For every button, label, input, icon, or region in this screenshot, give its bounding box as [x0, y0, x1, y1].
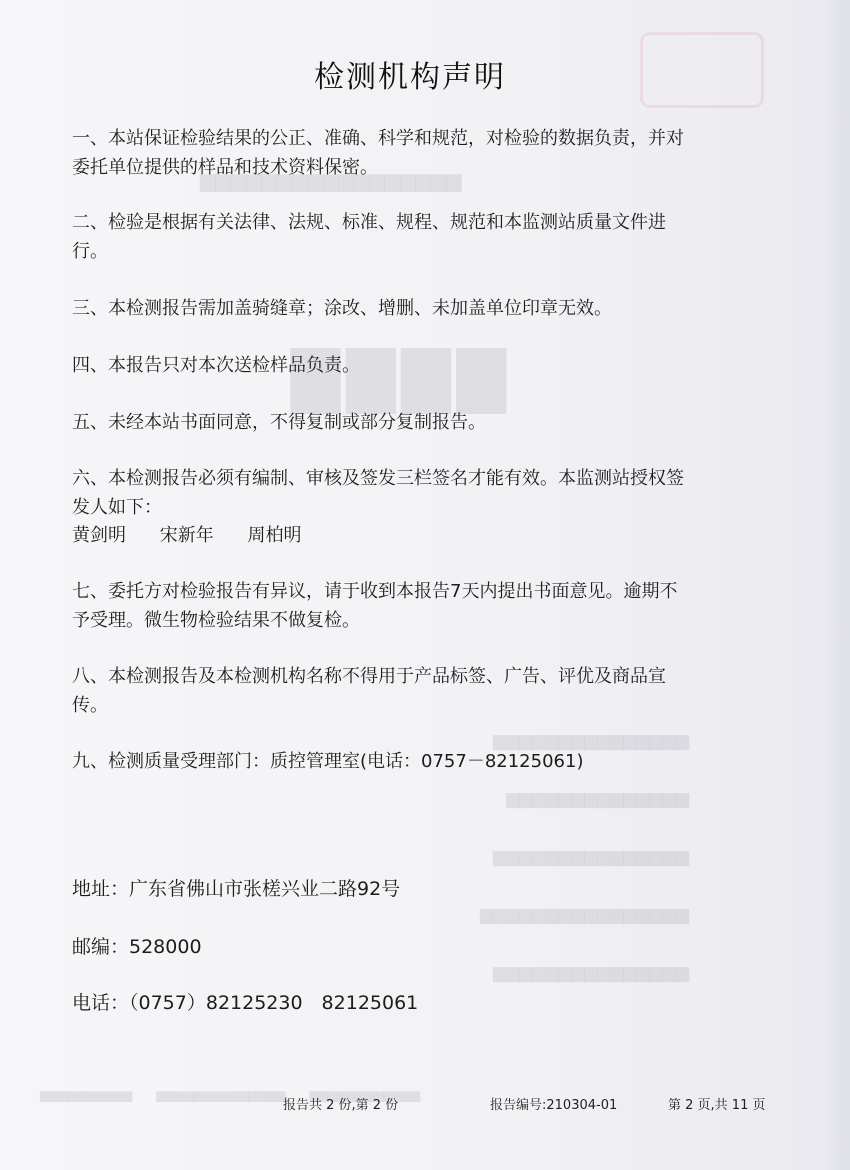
footer-page-number: 第 2 页,共 11 页: [668, 1098, 766, 1113]
bleed-through-mark: ▇▇▇▇: [285, 340, 506, 414]
signatory-name: 黄剑明: [72, 525, 126, 546]
clause-9: 九、检测质量受理部门：质控管理室(电话：0757－82125061): [72, 751, 584, 772]
signatory-name: 宋新年: [159, 525, 214, 546]
footer-report-number: 报告编号:210304-01: [490, 1098, 618, 1113]
signatory-name: 周柏明: [247, 525, 302, 546]
scan-edge-shadow: [822, 0, 850, 1170]
signatory-list: [72, 521, 329, 550]
phone-line: 电话：（0757）82125230 82125061: [72, 992, 419, 1014]
clause-2: 二、检验是根据有关法律、法规、标准、规程、规范和本监测站质量文件进行。: [72, 212, 666, 262]
clause-1: 一、本站保证检验结果的公正、准确、科学和规范，对检验的数据负责，并对委托单位提供的样品和技术资料保密。: [72, 128, 684, 178]
clause-5: 五、未经本站书面同意，不得复制或部分复制报告。: [72, 412, 486, 433]
clause-7: 七、委托方对检验报告有异议，请于收到本报告7天内提出书面意见。逾期不予受理。微生物检验结果不做复检。: [72, 581, 678, 631]
address-line: 地址：广东省佛山市张槎兴业二路92号: [72, 878, 401, 900]
postcode-line: 邮编：528000: [72, 936, 202, 958]
clause-3: 三、本检测报告需加盖骑缝章；涂改、增删、未加盖单位印章无效。: [72, 298, 612, 319]
bleed-through-mark: ▆▆▆▆▆▆▆▆▆▆▆▆▆▆▆▆▆: [200, 168, 462, 192]
clause-4: 四、本报告只对本次送检样品负责。: [72, 355, 360, 376]
document-title: 检测机构声明: [314, 60, 506, 95]
clause-6: 六、本检测报告必须有编制、审核及签发三栏签名才能有效。本监测站授权签发人如下：: [72, 468, 684, 518]
footer-copies: 报告共 2 份,第 2 份: [283, 1098, 399, 1113]
clause-8: 八、本检测报告及本检测机构名称不得用于产品标签、广告、评优及商品宣传。: [72, 666, 666, 716]
bleed-through-mark: ▆▆▆▆▆▆▆▆▆▆▆▆▆▆▆ ▆▆▆▆▆▆▆▆▆▆▆▆▆▆ ▆▆▆▆▆▆▆▆▆▆▆▆▆▆▆ ▆▆▆▆▆▆▆▆▆▆▆▆▆▆▆▆ ▆▆▆▆▆▆▆▆▆▆▆▆▆▆▆: [480, 731, 690, 983]
bleed-through-mark: ▆▆▆▆▆▆▆▆▆▆▆▆ ▆▆▆▆▆▆▆▆▆▆▆▆▆▆ ▆▆▆▆▆▆▆▆▆▆: [40, 1088, 421, 1102]
